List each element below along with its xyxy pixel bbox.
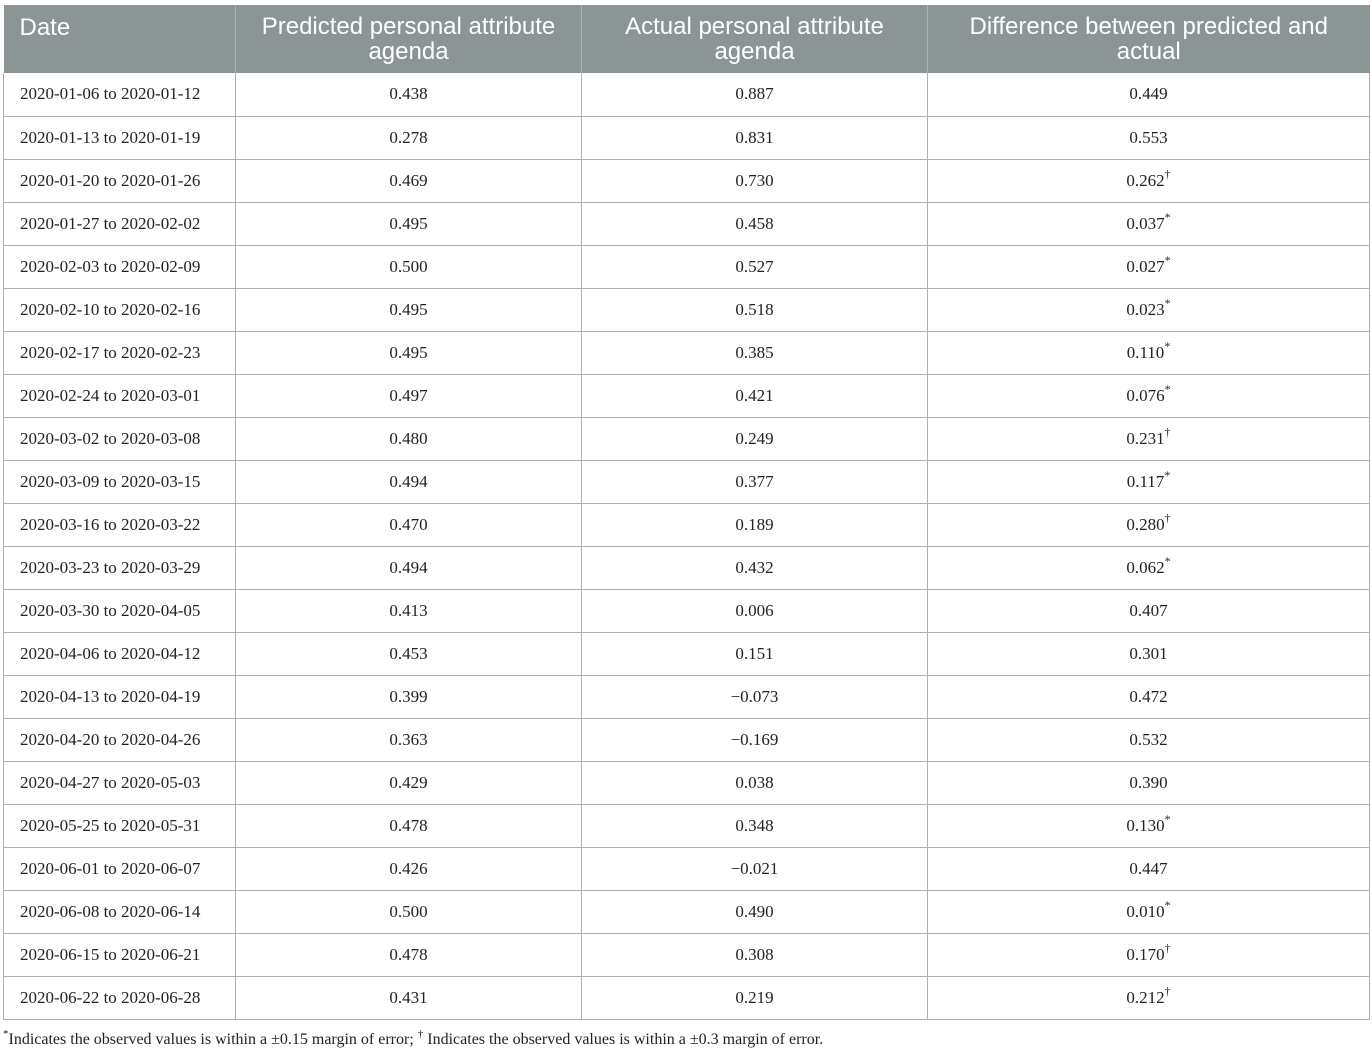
cell-difference [928, 288, 1370, 331]
cell-predicted [236, 159, 582, 202]
table-row [4, 460, 1370, 503]
cell-difference-value: 0.076 [1126, 385, 1165, 405]
table-row [4, 245, 1370, 288]
cell-actual [582, 116, 928, 159]
table-row [4, 202, 1370, 245]
table-row [4, 632, 1370, 675]
cell-difference [928, 116, 1370, 159]
cell-predicted-value: 0.495 [389, 299, 428, 319]
cell-actual-value: −0.021 [730, 858, 779, 878]
cell-predicted [236, 933, 582, 976]
table-footnote [3, 1027, 824, 1049]
cell-actual [582, 890, 928, 933]
cell-predicted-value: 0.500 [389, 901, 428, 921]
cell-predicted [236, 202, 582, 245]
cell-actual-value: 0.151 [735, 643, 774, 663]
cell-difference [928, 245, 1370, 288]
cell-predicted [236, 374, 582, 417]
cell-predicted [236, 804, 582, 847]
table-row [4, 890, 1370, 933]
cell-difference [928, 761, 1370, 804]
significance-mark: † [1164, 940, 1171, 955]
cell-predicted-value: 0.278 [389, 127, 428, 147]
cell-predicted [236, 976, 582, 1019]
cell-date-value: 2020-04-27 to 2020-05-03 [20, 772, 201, 792]
cell-predicted [236, 890, 582, 933]
cell-date-value: 2020-03-09 to 2020-03-15 [20, 471, 201, 491]
table-row [4, 589, 1370, 632]
cell-difference [928, 589, 1370, 632]
significance-mark: * [1164, 811, 1171, 826]
cell-actual [582, 675, 928, 718]
cell-predicted-value: 0.399 [389, 686, 428, 706]
cell-difference [928, 976, 1370, 1019]
cell-date-value: 2020-06-22 to 2020-06-28 [20, 987, 201, 1007]
cell-difference-value: 0.407 [1129, 600, 1168, 620]
significance-mark: * [1164, 467, 1171, 482]
cell-predicted-value: 0.438 [389, 84, 428, 104]
cell-predicted [236, 331, 582, 374]
cell-actual-value: 0.385 [735, 342, 774, 362]
cell-actual-value: 0.377 [735, 471, 774, 491]
header-row [4, 5, 1370, 73]
cell-predicted-value: 0.453 [389, 643, 428, 663]
header-date: Date [4, 5, 236, 73]
table-row [4, 73, 1370, 116]
cell-predicted-value: 0.431 [389, 987, 428, 1007]
cell-actual [582, 288, 928, 331]
table-row [4, 417, 1370, 460]
cell-difference-value: 0.062 [1126, 557, 1165, 577]
cell-predicted-value: 0.470 [389, 514, 428, 534]
cell-difference [928, 460, 1370, 503]
cell-date-value: 2020-03-02 to 2020-03-08 [20, 428, 201, 448]
footnote-mark-dagger: † [417, 1027, 424, 1040]
cell-difference [928, 804, 1370, 847]
cell-predicted [236, 761, 582, 804]
cell-difference-value: 0.010 [1126, 901, 1165, 921]
table-row [4, 976, 1370, 1019]
cell-date [4, 761, 236, 804]
cell-difference-value: 0.262 [1126, 170, 1165, 190]
cell-difference-value: 0.027 [1126, 256, 1165, 276]
table-row [4, 675, 1370, 718]
cell-actual-value: 0.308 [735, 944, 774, 964]
cell-difference [928, 546, 1370, 589]
cell-actual-value: 0.348 [735, 815, 774, 835]
cell-date-value: 2020-03-23 to 2020-03-29 [20, 557, 201, 577]
cell-actual [582, 503, 928, 546]
cell-actual [582, 718, 928, 761]
cell-difference-value: 0.130 [1126, 815, 1165, 835]
results-table [3, 5, 1370, 1020]
cell-actual [582, 847, 928, 890]
cell-date-value: 2020-02-24 to 2020-03-01 [20, 385, 201, 405]
cell-date [4, 288, 236, 331]
cell-difference [928, 675, 1370, 718]
cell-predicted-value: 0.469 [389, 170, 428, 190]
cell-date [4, 503, 236, 546]
table-row [4, 804, 1370, 847]
cell-date-value: 2020-01-06 to 2020-01-12 [20, 84, 201, 104]
cell-actual [582, 374, 928, 417]
cell-difference [928, 331, 1370, 374]
cell-difference-value: 0.110 [1126, 342, 1165, 362]
cell-date-value: 2020-03-30 to 2020-04-05 [20, 600, 201, 620]
cell-difference-value: 0.170 [1126, 944, 1165, 964]
cell-date [4, 116, 236, 159]
cell-actual [582, 546, 928, 589]
cell-predicted [236, 847, 582, 890]
table-row [4, 159, 1370, 202]
cell-date-value: 2020-01-20 to 2020-01-26 [20, 170, 201, 190]
cell-date [4, 890, 236, 933]
cell-actual [582, 73, 928, 116]
cell-actual [582, 245, 928, 288]
cell-difference [928, 933, 1370, 976]
cell-actual [582, 331, 928, 374]
cell-actual-value: 0.219 [735, 987, 774, 1007]
cell-date-value: 2020-06-01 to 2020-06-07 [20, 858, 201, 878]
cell-date-value: 2020-04-20 to 2020-04-26 [20, 729, 201, 749]
cell-predicted-value: 0.429 [389, 772, 428, 792]
significance-mark: † [1164, 983, 1171, 998]
header-difference: Difference between predicted and actual [928, 5, 1370, 73]
cell-date-value: 2020-02-17 to 2020-02-23 [20, 342, 201, 362]
cell-actual-value: 0.249 [735, 428, 774, 448]
cell-predicted [236, 718, 582, 761]
cell-actual [582, 417, 928, 460]
footnote-mark-asterisk: * [3, 1027, 9, 1040]
table-row [4, 847, 1370, 890]
cell-predicted [236, 589, 582, 632]
cell-actual [582, 632, 928, 675]
significance-mark: * [1164, 295, 1171, 310]
cell-actual-value: 0.527 [735, 256, 774, 276]
cell-predicted-value: 0.478 [389, 944, 428, 964]
cell-actual [582, 159, 928, 202]
cell-predicted [236, 288, 582, 331]
cell-difference-value: 0.472 [1129, 686, 1168, 706]
cell-difference-value: 0.449 [1129, 84, 1168, 104]
cell-difference-value: 0.532 [1129, 729, 1168, 749]
cell-predicted-value: 0.478 [389, 815, 428, 835]
cell-predicted-value: 0.426 [389, 858, 428, 878]
cell-difference-value: 0.390 [1129, 772, 1168, 792]
header-actual: Actual personal attribute agenda [582, 5, 928, 73]
cell-date [4, 976, 236, 1019]
header-predicted: Predicted personal attribute agenda [236, 5, 582, 73]
cell-date [4, 417, 236, 460]
cell-difference [928, 632, 1370, 675]
table-row [4, 116, 1370, 159]
cell-difference [928, 847, 1370, 890]
cell-date-value: 2020-06-08 to 2020-06-14 [20, 901, 201, 921]
cell-actual-value: 0.432 [735, 557, 774, 577]
cell-actual-value: 0.421 [735, 385, 774, 405]
cell-difference [928, 503, 1370, 546]
cell-date [4, 589, 236, 632]
cell-actual-value: 0.887 [735, 84, 774, 104]
table-row [4, 374, 1370, 417]
significance-mark: † [1164, 166, 1171, 181]
significance-mark: † [1164, 424, 1171, 439]
cell-difference-value: 0.231 [1126, 428, 1165, 448]
cell-date-value: 2020-04-06 to 2020-04-12 [20, 643, 201, 663]
cell-date [4, 460, 236, 503]
significance-mark: * [1164, 897, 1171, 912]
cell-date [4, 718, 236, 761]
table-header [4, 5, 1370, 73]
cell-actual-value: −0.073 [730, 686, 779, 706]
cell-difference [928, 890, 1370, 933]
cell-difference-value: 0.037 [1126, 213, 1165, 233]
cell-predicted-value: 0.413 [389, 600, 428, 620]
cell-difference [928, 718, 1370, 761]
table-row [4, 933, 1370, 976]
significance-mark: * [1164, 209, 1171, 224]
cell-actual [582, 202, 928, 245]
cell-predicted [236, 116, 582, 159]
cell-predicted [236, 503, 582, 546]
cell-actual-value: 0.831 [735, 127, 774, 147]
significance-mark: † [1164, 510, 1171, 525]
cell-predicted [236, 546, 582, 589]
cell-predicted [236, 73, 582, 116]
cell-date-value: 2020-01-13 to 2020-01-19 [20, 127, 201, 147]
cell-date [4, 632, 236, 675]
cell-actual-value: 0.490 [735, 901, 774, 921]
cell-date-value: 2020-05-25 to 2020-05-31 [20, 815, 201, 835]
cell-difference-value: 0.023 [1126, 299, 1165, 319]
cell-date [4, 675, 236, 718]
significance-mark: * [1164, 381, 1171, 396]
cell-difference-value: 0.301 [1129, 643, 1168, 663]
cell-date-value: 2020-02-10 to 2020-02-16 [20, 299, 201, 319]
cell-difference [928, 73, 1370, 116]
cell-predicted-value: 0.495 [389, 342, 428, 362]
cell-date [4, 202, 236, 245]
cell-date [4, 546, 236, 589]
cell-difference-value: 0.280 [1126, 514, 1165, 534]
cell-date [4, 374, 236, 417]
cell-date-value: 2020-03-16 to 2020-03-22 [20, 514, 201, 534]
cell-predicted-value: 0.500 [389, 256, 428, 276]
cell-date-value: 2020-04-13 to 2020-04-19 [20, 686, 201, 706]
cell-actual-value: 0.006 [735, 600, 774, 620]
cell-predicted [236, 632, 582, 675]
cell-date [4, 847, 236, 890]
cell-predicted [236, 460, 582, 503]
significance-mark: * [1164, 338, 1171, 353]
cell-date [4, 804, 236, 847]
footnote-text-2: Indicates the observed values is within a ±0.3 margin of error. [423, 1031, 824, 1048]
cell-predicted-value: 0.497 [389, 385, 428, 405]
cell-actual [582, 761, 928, 804]
cell-difference [928, 159, 1370, 202]
cell-date [4, 933, 236, 976]
cell-predicted-value: 0.480 [389, 428, 428, 448]
table-row [4, 761, 1370, 804]
cell-actual [582, 976, 928, 1019]
cell-predicted-value: 0.495 [389, 213, 428, 233]
cell-actual-value: 0.038 [735, 772, 774, 792]
cell-actual [582, 460, 928, 503]
cell-actual-value: −0.169 [730, 729, 779, 749]
cell-predicted [236, 417, 582, 460]
table-row [4, 546, 1370, 589]
table-row [4, 718, 1370, 761]
cell-difference [928, 417, 1370, 460]
table-row [4, 288, 1370, 331]
cell-date-value: 2020-02-03 to 2020-02-09 [20, 256, 201, 276]
cell-difference-value: 0.553 [1129, 127, 1168, 147]
cell-predicted [236, 245, 582, 288]
cell-date [4, 245, 236, 288]
cell-difference-value: 0.117 [1126, 471, 1165, 491]
cell-predicted [236, 675, 582, 718]
cell-actual-value: 0.730 [735, 170, 774, 190]
footnote-text-1: Indicates the observed values is within a ±0.15 margin of error; [8, 1031, 418, 1048]
cell-date-value: 2020-06-15 to 2020-06-21 [20, 944, 201, 964]
cell-date [4, 159, 236, 202]
cell-actual [582, 804, 928, 847]
cell-predicted-value: 0.494 [389, 557, 428, 577]
cell-difference [928, 374, 1370, 417]
cell-date [4, 331, 236, 374]
significance-mark: * [1164, 252, 1171, 267]
table-row [4, 331, 1370, 374]
cell-actual [582, 933, 928, 976]
cell-actual-value: 0.518 [735, 299, 774, 319]
table-row [4, 503, 1370, 546]
significance-mark: * [1164, 553, 1171, 568]
cell-predicted-value: 0.494 [389, 471, 428, 491]
cell-actual-value: 0.189 [735, 514, 774, 534]
cell-date [4, 73, 236, 116]
cell-difference-value: 0.212 [1126, 987, 1165, 1007]
cell-date-value: 2020-01-27 to 2020-02-02 [20, 213, 201, 233]
cell-difference [928, 202, 1370, 245]
cell-actual [582, 589, 928, 632]
cell-difference-value: 0.447 [1129, 858, 1168, 878]
cell-predicted-value: 0.363 [389, 729, 428, 749]
table-body [4, 73, 1370, 1019]
cell-actual-value: 0.458 [735, 213, 774, 233]
